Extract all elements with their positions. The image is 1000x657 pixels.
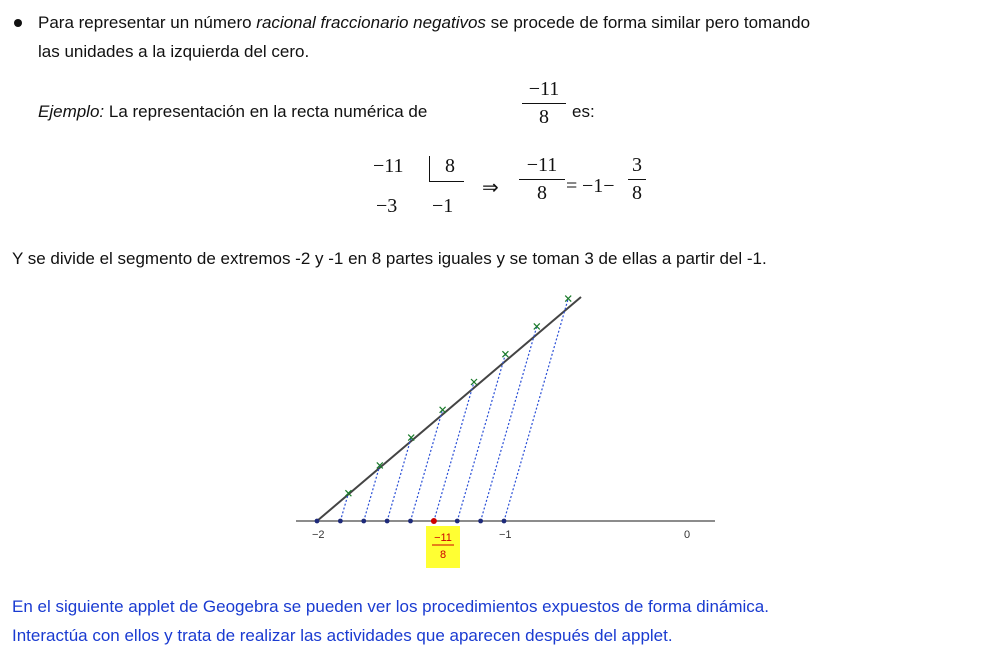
division-fraction-numerator: −11 xyxy=(526,154,558,176)
intro-text-start: Para representar un número xyxy=(38,13,252,32)
axis-point-7 xyxy=(478,519,483,524)
division-fraction xyxy=(519,154,565,204)
highlight-denominator: 8 xyxy=(439,549,447,561)
axis-point-8 xyxy=(502,519,507,524)
fraction-bar xyxy=(522,103,566,104)
example-label: Ejemplo: xyxy=(38,102,105,121)
dotted-parallel-7 xyxy=(481,326,537,521)
intro-text-end: se procede de forma similar pero tomando xyxy=(490,13,811,32)
division-divisor: 8 xyxy=(445,155,455,177)
tick-label-minus-2: −2 xyxy=(312,529,325,541)
example-text: La representación en la recta numérica de xyxy=(108,102,428,121)
oblique-division-marks xyxy=(345,296,571,497)
division-remainder: −3 xyxy=(376,195,398,217)
division-fraction-denominator: 8 xyxy=(537,182,547,204)
axis-point-3 xyxy=(385,519,390,524)
mixed-fraction-denominator: 8 xyxy=(632,182,642,204)
bullet-point xyxy=(14,19,22,27)
highlighted-point xyxy=(431,518,437,524)
highlight-numerator: −11 xyxy=(434,532,452,544)
fraction-bar xyxy=(628,179,646,180)
axis-point-1 xyxy=(338,519,343,524)
dotted-parallel-8 xyxy=(504,299,568,521)
example-line xyxy=(38,101,427,123)
dotted-parallel-5 xyxy=(434,382,474,521)
oblique-line xyxy=(317,297,581,521)
division-bracket xyxy=(429,156,464,182)
dotted-parallel-6 xyxy=(457,354,505,521)
footer-line1: En el siguiente applet de Geogebra se pueden ver los procedimientos expuestos de forma dinámica. xyxy=(12,597,769,616)
mixed-fraction xyxy=(628,154,646,204)
equals-sign: = xyxy=(566,175,578,197)
tick-label-minus-1: −1 xyxy=(499,529,512,541)
intro-text-italic: racional fraccionario negativos xyxy=(256,13,486,32)
axis-point-0 xyxy=(315,519,320,524)
tick-label-zero: 0 xyxy=(684,529,691,541)
explanation-text: Y se divide el segmento de extremos -2 y -1 en 8 partes iguales y se toman 3 de ellas a partir del -1. xyxy=(12,249,767,268)
example-fraction-numerator: −11 xyxy=(528,78,560,100)
example-suffix: es: xyxy=(572,102,595,121)
parallel-dotted-lines xyxy=(340,299,568,521)
fraction-bar xyxy=(519,179,565,180)
division-quotient: −1 xyxy=(432,195,454,217)
mixed-fraction-numerator: 3 xyxy=(632,154,642,176)
example-fraction xyxy=(522,78,566,128)
intro-paragraph-line1 xyxy=(38,12,810,34)
intro-paragraph-line2: las unidades a la izquierda del cero. xyxy=(38,42,310,61)
division-dividend: −11 xyxy=(373,155,404,177)
example-fraction-denominator: 8 xyxy=(539,106,549,128)
axis-point-2 xyxy=(361,519,366,524)
mixed-integer-part: −1− xyxy=(582,175,615,197)
number-line-figure xyxy=(290,292,720,577)
implies-arrow: ⇒ xyxy=(482,177,499,199)
axis-point-4 xyxy=(408,519,413,524)
axis-point-6 xyxy=(455,519,460,524)
footer-line2: Interactúa con ellos y trata de realizar las actividades que aparecen después del applet. xyxy=(12,626,673,645)
dotted-parallel-4 xyxy=(411,410,443,521)
